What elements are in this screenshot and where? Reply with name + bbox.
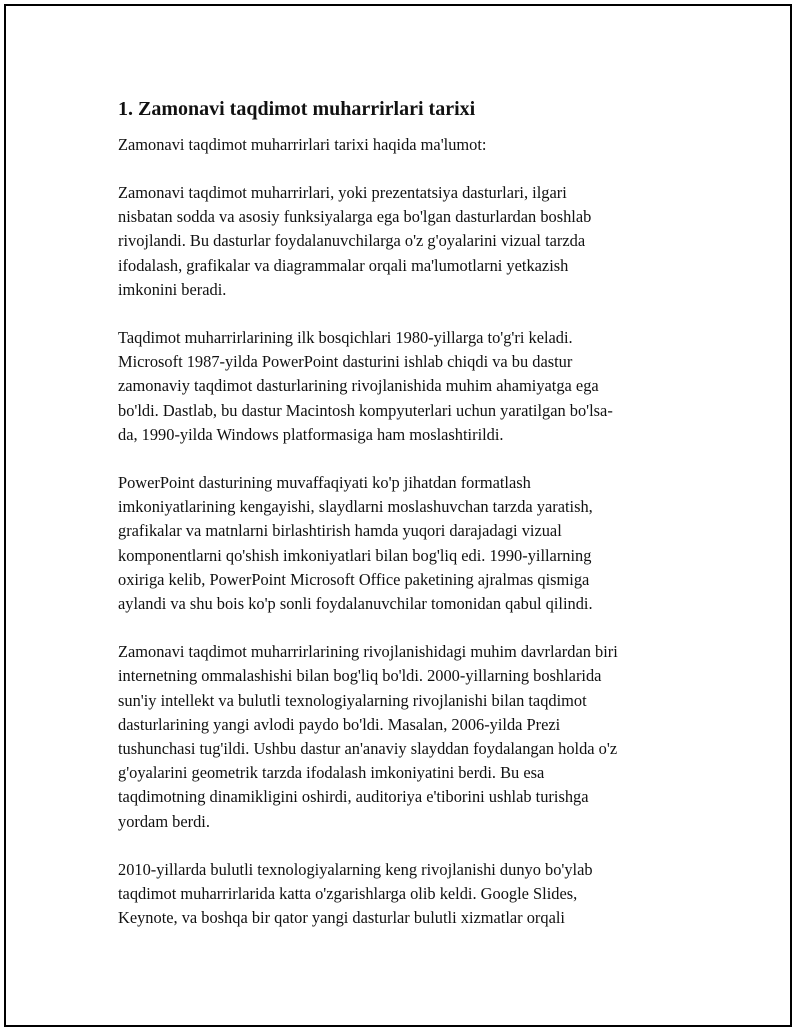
text-line: aylandi va shu bois ko'p sonli foydalanuvchilar tomonidan qabul qilindi. bbox=[118, 594, 593, 614]
text-line: Taqdimot muharrirlarining ilk bosqichlari 1980-yillarga to'g'ri keladi. bbox=[118, 328, 573, 348]
paragraph-4 bbox=[118, 640, 698, 834]
text-line: grafikalar va matnlarni birlashtirish hamda yuqori darajadagi vizual bbox=[118, 521, 562, 541]
text-line: da, 1990-yilda Windows platformasiga ham moslashtirildi. bbox=[118, 424, 504, 444]
text-line: g'oyalarini geometrik tarzda ifodalash imkoniyatini berdi. Bu esa bbox=[118, 763, 545, 783]
text-line: Microsoft 1987-yilda PowerPoint dasturini ishlab chiqdi va bu dastur bbox=[118, 352, 573, 372]
text-line: sun'iy intellekt va bulutli texnologiyalarning rivojlanishi bilan taqdimot bbox=[118, 690, 587, 710]
text-line: Keynote, va boshqa bir qator yangi dasturlar bulutli xizmatlar orqali bbox=[118, 908, 565, 928]
text-line: dasturlarining yangi avlodi paydo bo'ldi. Masalan, 2006-yilda Prezi bbox=[118, 714, 561, 734]
text-line: 2010-yillarda bulutli texnologiyalarning keng rivojlanishi dunyo bo'ylab bbox=[118, 859, 593, 879]
text-line: bo'ldi. Dastlab, bu dastur Macintosh kompyuterlari uchun yaratilgan bo'lsa- bbox=[118, 400, 613, 420]
intro-line bbox=[118, 133, 698, 157]
text-line: rivojlandi. Bu dasturlar foydalanuvchilarga o'z g'oyalarini vizual tarzda bbox=[118, 231, 586, 251]
intro-text: Zamonavi taqdimot muharrirlari tarixi haqida ma'lumot: bbox=[118, 135, 487, 154]
text-line: zamonaviy taqdimot dasturlarining rivojlanishida muhim ahamiyatga ega bbox=[118, 376, 599, 396]
document-content bbox=[118, 95, 698, 930]
text-line: nisbatan sodda va asosiy funksiyalarga ega bo'lgan dasturlardan boshlab bbox=[118, 207, 592, 227]
paragraph-5 bbox=[118, 858, 698, 931]
text-line: komponentlarni qo'shish imkoniyatlari bilan bog'liq edi. 1990-yillarning bbox=[118, 545, 592, 565]
text-line: taqdimotning dinamikligini oshirdi, auditoriya e'tiborini ushlab turishga bbox=[118, 787, 589, 807]
text-line: Zamonavi taqdimot muharrirlari, yoki prezentatsiya dasturlari, ilgari bbox=[118, 183, 567, 202]
section-title: 1. Zamonavi taqdimot muharrirlari tarixi bbox=[118, 98, 476, 120]
text-line: Zamonavi taqdimot muharrirlarining rivojlanishidagi muhim davrlardan biri bbox=[118, 642, 618, 662]
paragraph-1 bbox=[118, 181, 698, 302]
paragraph-2 bbox=[118, 326, 698, 447]
text-line: yordam berdi. bbox=[118, 811, 210, 831]
text-line: ifodalash, grafikalar va diagrammalar orqali ma'lumotlarni yetkazish bbox=[118, 255, 569, 275]
text-line: taqdimot muharrirlarida katta o'zgarishlarga olib keldi. Google Slides, bbox=[118, 884, 578, 904]
text-line: PowerPoint dasturining muvaffaqiyati ko'p jihatdan formatlash bbox=[118, 473, 531, 493]
text-line: imkoniyatlarining kengayishi, slaydlarni moslashuvchan tarzda yaratish, bbox=[118, 497, 593, 517]
text-line: oxiriga kelib, PowerPoint Microsoft Office paketining ajralmas qismiga bbox=[118, 569, 590, 589]
text-line: imkonini beradi. bbox=[118, 279, 227, 299]
text-line: internetning ommalashishi bilan bog'liq bo'ldi. 2000-yillarning boshlarida bbox=[118, 666, 602, 686]
text-line: tushunchasi tug'ildi. Ushbu dastur an'anaviy slayddan foydalangan holda o'z bbox=[118, 739, 618, 759]
document-page bbox=[4, 4, 792, 1027]
paragraph-3 bbox=[118, 471, 698, 616]
